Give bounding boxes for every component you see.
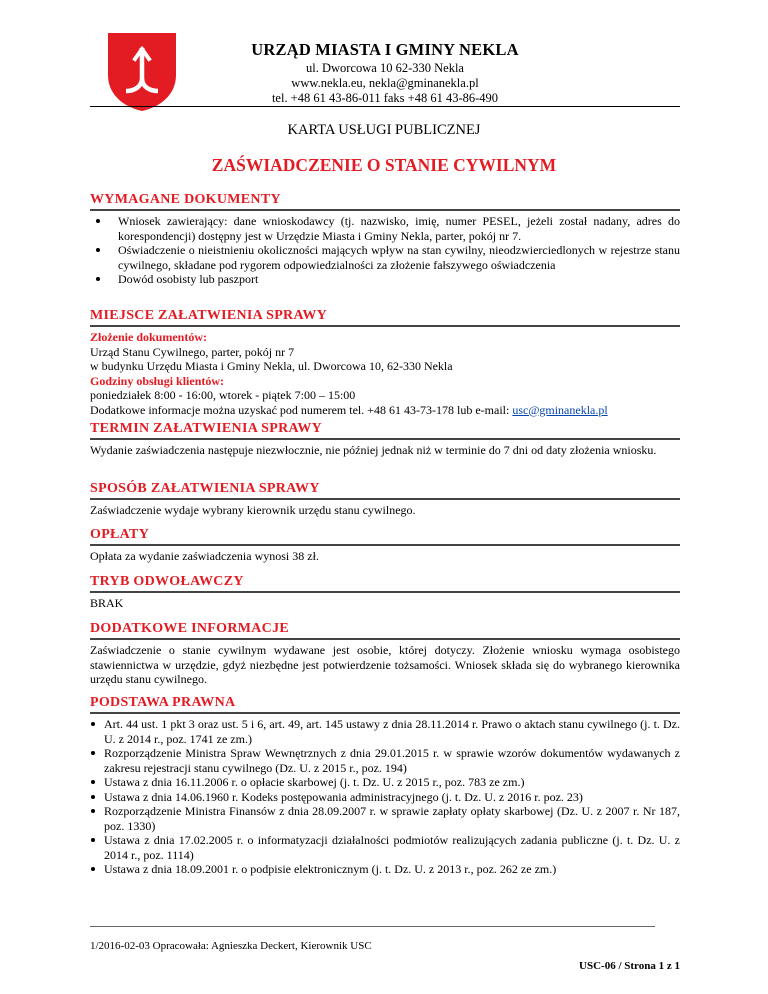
section-heading: DODATKOWE INFORMACJE bbox=[90, 621, 290, 636]
section-fees bbox=[90, 526, 680, 564]
place-line: Urząd Stanu Cywilnego, parter, pokój nr 7 bbox=[90, 344, 295, 359]
section-text: Wydanie zaświadczenia następuje niezwłocznie, nie później jednak niż w terminie do 7 dni od daty złożenia wniosku. bbox=[90, 443, 657, 457]
section-heading: SPOSÓB ZAŁATWIENIA SPRAWY bbox=[90, 481, 320, 496]
section-rule bbox=[90, 498, 680, 500]
list-item: Rozporządzenie Ministra Spraw Wewnętrznych z dnia 29.01.2015 r. w sprawie wzorów dokumentów wydawanych z zakresu rejestracji stanu cywilnego (Dz. U. z 2015 r., poz. 194) bbox=[90, 746, 680, 775]
list-item: Wniosek zawierający: dane wnioskodawcy (tj. nazwisko, imię, numer PESEL, jeżeli został nadany, adres do korespondencji) dostępny jest w Urzędzie Miasta i Gminy Nekla, parter, pokój nr 7. bbox=[90, 214, 680, 243]
contact-text: Dodatkowe informacje można uzyskać pod numerem tel. +48 61 43-73-178 lub e-mail: bbox=[90, 402, 513, 417]
page-number: USC-06 / Strona 1 z 1 bbox=[579, 960, 680, 972]
org-address: ul. Dworcowa 10 62-330 Nekla bbox=[306, 61, 464, 75]
subheading-hours: Godziny obsługi klientów: bbox=[90, 373, 225, 388]
list-item: Dowód osobisty lub paszport bbox=[90, 272, 680, 287]
section-rule bbox=[90, 638, 680, 640]
documents-list bbox=[90, 214, 680, 287]
list-item: Ustawa z dnia 17.02.2005 r. o informatyzacji działalności podmiotów realizujących zadania publiczne (j. t. Dz. U. z 2014 r., poz. 1114) bbox=[90, 833, 680, 862]
section-rule bbox=[90, 325, 680, 327]
section-text: Zaświadczenie wydaje wybrany kierownik urzędu stanu cywilnego. bbox=[90, 503, 416, 517]
legal-list bbox=[90, 717, 680, 877]
section-rule bbox=[90, 438, 680, 440]
section-heading: TRYB ODWOŁAWCZY bbox=[90, 574, 244, 589]
section-place bbox=[90, 307, 680, 417]
section-rule bbox=[90, 544, 680, 546]
section-heading: PODSTAWA PRAWNA bbox=[90, 695, 236, 710]
list-item: Art. 44 ust. 1 pkt 3 oraz ust. 5 i 6, art. 49, art. 145 ustawy z dnia 28.11.2014 r. Prawo o aktach stanu cywilnego (j. t. Dz. U. z 2014 r., poz. 1741 ze zm.) bbox=[90, 717, 680, 746]
list-item: Ustawa z dnia 14.06.1960 r. Kodeks postępowania administracyjnego (j. t. Dz. U. z 2016 r. poz. 23) bbox=[90, 790, 680, 805]
org-name: URZĄD MIASTA I GMINY NEKLA bbox=[251, 40, 519, 59]
section-required-documents bbox=[90, 191, 680, 287]
section-legal-basis bbox=[90, 694, 680, 877]
list-item: Rozporządzenie Ministra Finansów z dnia 28.09.2007 r. w sprawie zapłaty opłaty skarbowej (Dz. U. z 2007 r. Nr 187, poz. 1330) bbox=[90, 804, 680, 833]
section-rule bbox=[90, 591, 680, 593]
nekla-crest-icon bbox=[106, 31, 178, 113]
footer-divider bbox=[90, 926, 655, 927]
section-method bbox=[90, 480, 680, 518]
hours-line: poniedziałek 8:00 - 16:00, wtorek - piątek 7:00 – 15:00 bbox=[90, 388, 356, 402]
section-text: BRAK bbox=[90, 596, 124, 610]
section-heading: OPŁATY bbox=[90, 527, 150, 542]
section-text: Zaświadczenie o stanie cywilnym wydawane jest osobie, której dotyczy. Złożenie wniosku wymaga osobistego stawiennictwa w urzędzie, gdyż niezbędne jest potwierdzenie tożsamości. Wniosek składa się do wybranego kierownika urzędu stanu cywilnego. bbox=[90, 643, 680, 686]
org-web: www.nekla.eu, nekla@gminanekla.pl bbox=[291, 76, 479, 90]
list-item: Ustawa z dnia 16.11.2006 r. o opłacie skarbowej (j. t. Dz. U. z 2015 r., poz. 783 ze zm.) bbox=[90, 775, 680, 790]
section-heading: WYMAGANE DOKUMENTY bbox=[90, 192, 281, 207]
section-extra-info bbox=[90, 620, 680, 687]
list-item: Oświadczenie o nieistnieniu okoliczności mających wpływ na stan cywilny, nieodzwierciedlonych w rejestrze stanu cywilnego, składane pod rygorem odpowiedzialności za złożenie fałszywego oświadczenia bbox=[90, 243, 680, 272]
document-title: ZAŚWIADCZENIE O STANIE CYWILNYM bbox=[211, 155, 557, 175]
list-item: Ustawa z dnia 18.09.2001 r. o podpisie elektronicznym (j. t. Dz. U. z 2013 r., poz. 262 ze zm.) bbox=[90, 862, 680, 877]
contact-line bbox=[90, 403, 680, 418]
org-phone: tel. +48 61 43-86-011 faks +48 61 43-86-490 bbox=[271, 91, 499, 105]
subheading-documents: Złożenie dokumentów: bbox=[90, 330, 207, 344]
section-text: Opłata za wydanie zaświadczenia wynosi 38 zł. bbox=[90, 549, 319, 563]
footer-prepared: 1/2016-02-03 Opracowała: Agnieszka Deckert, Kierownik USC bbox=[90, 940, 372, 952]
place-line: w budynku Urzędu Miasta i Gminy Nekla, ul. Dworcowa 10, 62-330 Nekla bbox=[90, 359, 453, 373]
section-rule bbox=[90, 209, 680, 211]
section-heading: TERMIN ZAŁATWIENIA SPRAWY bbox=[90, 421, 323, 436]
section-heading: MIEJSCE ZAŁATWIENIA SPRAWY bbox=[90, 308, 328, 323]
section-appeal bbox=[90, 573, 680, 611]
card-label: KARTA USŁUGI PUBLICZNEJ bbox=[287, 122, 481, 138]
section-rule bbox=[90, 712, 680, 714]
email-link[interactable]: usc@gminanekla.pl bbox=[512, 402, 608, 417]
header-divider bbox=[90, 106, 680, 107]
section-term bbox=[90, 420, 680, 458]
